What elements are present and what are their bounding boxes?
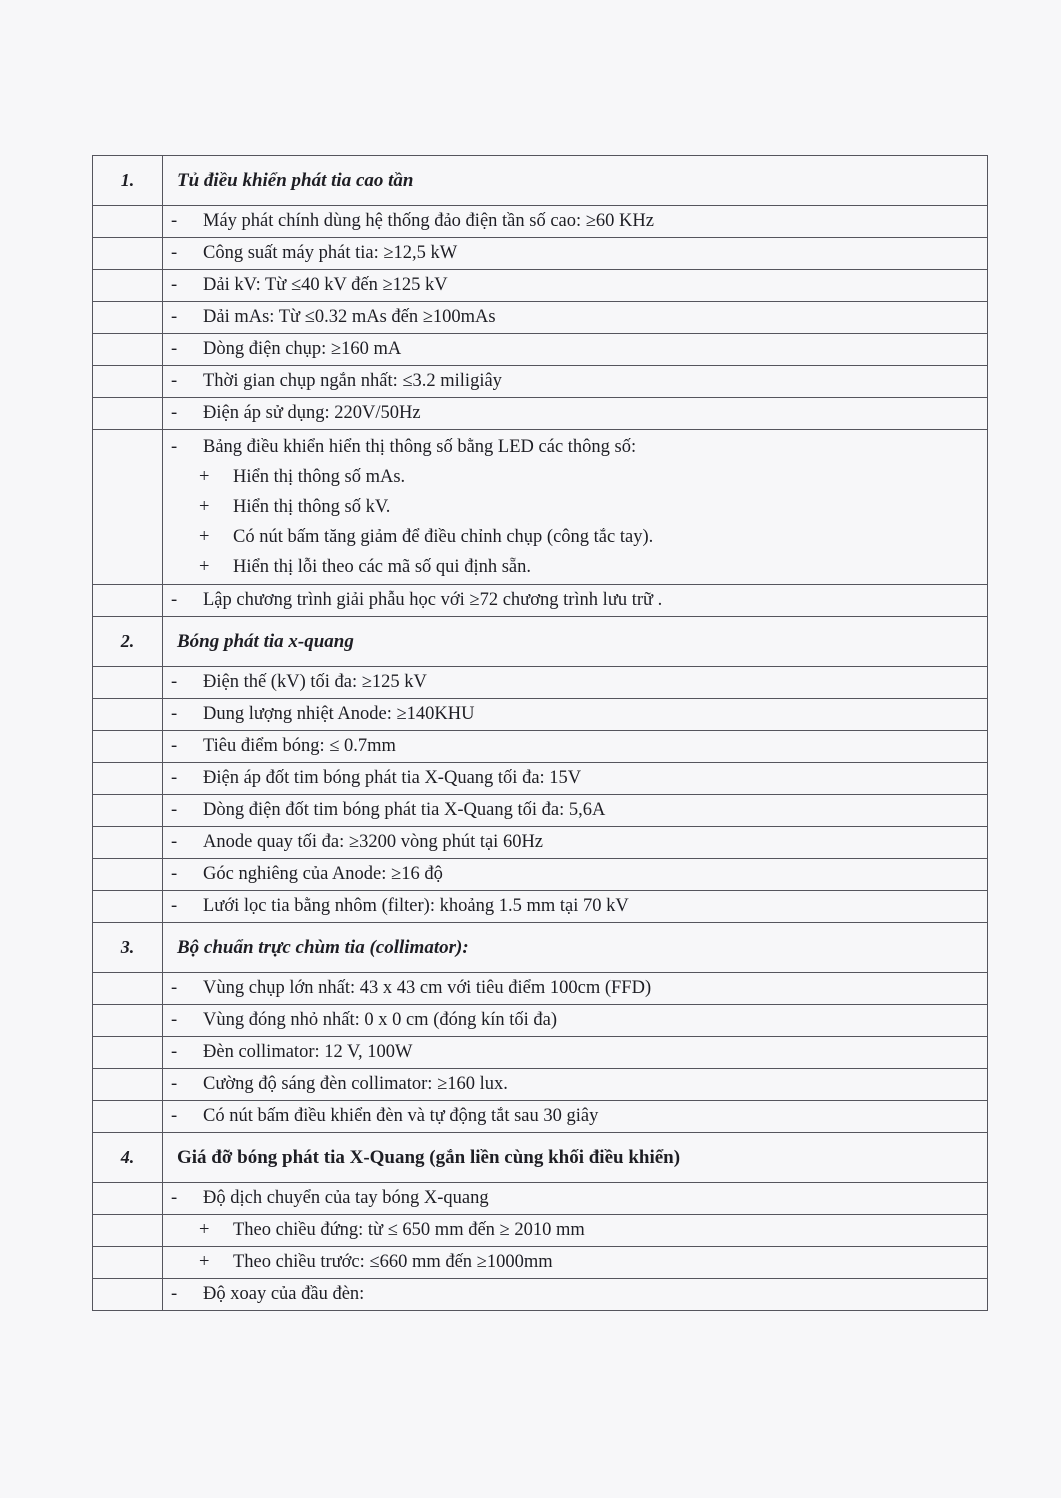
spec-row (93, 238, 988, 270)
spec-item: Điện áp sử dụng: 220V/50Hz (203, 403, 421, 423)
section-header (93, 923, 988, 973)
dash-marker: - (171, 1010, 178, 1030)
spec-row (93, 1247, 988, 1279)
dash-marker: - (171, 736, 178, 756)
plus-marker: + (199, 557, 210, 577)
section-number: 1. (93, 156, 163, 206)
spec-row (93, 1069, 988, 1101)
spec-item: Vùng chụp lớn nhất: 43 x 43 cm với tiêu điểm 100cm (FFD) (203, 978, 652, 998)
dash-marker: - (171, 1106, 178, 1126)
spec-subitem: Theo chiều trước: ≤660 mm đến ≥1000mm (233, 1252, 553, 1272)
spec-item: Thời gian chụp ngắn nhất: ≤3.2 miligiây (203, 371, 502, 391)
dash-marker: - (171, 307, 178, 327)
spec-row (93, 731, 988, 763)
dash-marker: - (171, 371, 178, 391)
spec-row (93, 398, 988, 430)
spec-row (93, 827, 988, 859)
dash-marker: - (171, 243, 178, 263)
spec-item: Dòng điện chụp: ≥160 mA (203, 339, 402, 359)
dash-marker: - (171, 403, 178, 423)
spec-row (93, 891, 988, 923)
dash-marker: - (171, 672, 178, 692)
spec-item: Anode quay tối đa: ≥3200 vòng phút tại 60Hz (203, 832, 544, 852)
spec-subitem: Theo chiều đứng: từ ≤ 650 mm đến ≥ 2010 mm (233, 1220, 585, 1240)
spec-row (93, 1101, 988, 1133)
dash-marker: - (171, 832, 178, 852)
spec-subitem: Hiển thị thông số kV. (233, 497, 391, 517)
dash-marker: - (171, 864, 178, 884)
dash-marker: - (171, 704, 178, 724)
dash-marker: - (171, 590, 178, 610)
spec-item: Có nút bấm điều khiển đèn và tự động tắt sau 30 giây (203, 1106, 599, 1126)
spec-row (93, 302, 988, 334)
spec-row (93, 1037, 988, 1069)
spec-item: Điện áp đốt tim bóng phát tia X-Quang tối đa: 15V (203, 768, 582, 788)
section-header (93, 156, 988, 206)
spec-row (93, 795, 988, 827)
dash-marker: - (171, 1284, 178, 1304)
dash-marker: - (171, 978, 178, 998)
spec-item: Góc nghiêng của Anode: ≥16 độ (203, 864, 443, 884)
spec-row (93, 206, 988, 238)
dash-marker: - (171, 896, 178, 916)
section-number: 4. (93, 1133, 163, 1183)
spec-subitem: Hiển thị lỗi theo các mã số qui định sẵn. (233, 557, 531, 577)
section-title: Giá đỡ bóng phát tia X-Quang (gắn liền cùng khối điều khiển) (163, 1133, 988, 1183)
plus-marker: + (199, 1220, 210, 1240)
spec-item: Bảng điều khiển hiển thị thông số bằng LED các thông số: (203, 437, 637, 457)
spec-row (93, 366, 988, 398)
spec-row (93, 699, 988, 731)
spec-row (93, 859, 988, 891)
plus-marker: + (199, 467, 210, 487)
spec-item: Vùng đóng nhỏ nhất: 0 x 0 cm (đóng kín tối đa) (203, 1010, 558, 1030)
spec-row (93, 1183, 988, 1215)
spec-item: Lập chương trình giải phẫu học với ≥72 chương trình lưu trữ . (203, 590, 663, 610)
spec-item: Độ xoay của đầu đèn: (203, 1284, 365, 1304)
spec-item: Dung lượng nhiệt Anode: ≥140KHU (203, 704, 475, 724)
specification-table (92, 155, 988, 1311)
spec-item: Dòng điện đốt tim bóng phát tia X-Quang tối đa: 5,6A (203, 800, 606, 820)
spec-row (93, 1279, 988, 1311)
spec-item: Độ dịch chuyển của tay bóng X-quang (203, 1188, 489, 1208)
section-header (93, 1133, 988, 1183)
spec-row (93, 585, 988, 617)
section-title: Bộ chuẩn trực chùm tia (collimator): (163, 923, 988, 973)
spec-row (93, 667, 988, 699)
spec-item: Lưới lọc tia bằng nhôm (filter): khoảng 1.5 mm tại 70 kV (203, 896, 629, 916)
spec-item: Công suất máy phát tia: ≥12,5 kW (203, 243, 458, 263)
section-title: Bóng phát tia x-quang (163, 617, 988, 667)
spec-row (93, 1005, 988, 1037)
spec-subitem: Có nút bấm tăng giảm để điều chỉnh chụp (công tắc tay). (233, 527, 654, 547)
spec-row (93, 763, 988, 795)
spec-row (93, 973, 988, 1005)
spec-item: Dải kV: Từ ≤40 kV đến ≥125 kV (203, 275, 448, 295)
dash-marker: - (171, 437, 178, 457)
dash-marker: - (171, 1074, 178, 1094)
spec-item: Dải mAs: Từ ≤0.32 mAs đến ≥100mAs (203, 307, 496, 327)
plus-marker: + (199, 497, 210, 517)
spec-item: Tiêu điểm bóng: ≤ 0.7mm (203, 736, 396, 756)
section-header (93, 617, 988, 667)
section-number: 3. (93, 923, 163, 973)
dash-marker: - (171, 768, 178, 788)
plus-marker: + (199, 527, 210, 547)
dash-marker: - (171, 1042, 178, 1062)
section-title: Tủ điều khiển phát tia cao tần (163, 156, 988, 206)
dash-marker: - (171, 275, 178, 295)
section-number: 2. (93, 617, 163, 667)
plus-marker: + (199, 1252, 210, 1272)
dash-marker: - (171, 211, 178, 231)
dash-marker: - (171, 800, 178, 820)
spec-row (93, 1215, 988, 1247)
spec-row-multiline (93, 430, 988, 585)
spec-item: Máy phát chính dùng hệ thống đảo điện tần số cao: ≥60 KHz (203, 211, 654, 231)
dash-marker: - (171, 1188, 178, 1208)
spec-item: Điện thế (kV) tối đa: ≥125 kV (203, 672, 427, 692)
spec-subitem: Hiển thị thông số mAs. (233, 467, 406, 487)
spec-row (93, 270, 988, 302)
dash-marker: - (171, 339, 178, 359)
spec-item: Đèn collimator: 12 V, 100W (203, 1042, 413, 1062)
spec-item: Cường độ sáng đèn collimator: ≥160 lux. (203, 1074, 508, 1094)
spec-row (93, 334, 988, 366)
